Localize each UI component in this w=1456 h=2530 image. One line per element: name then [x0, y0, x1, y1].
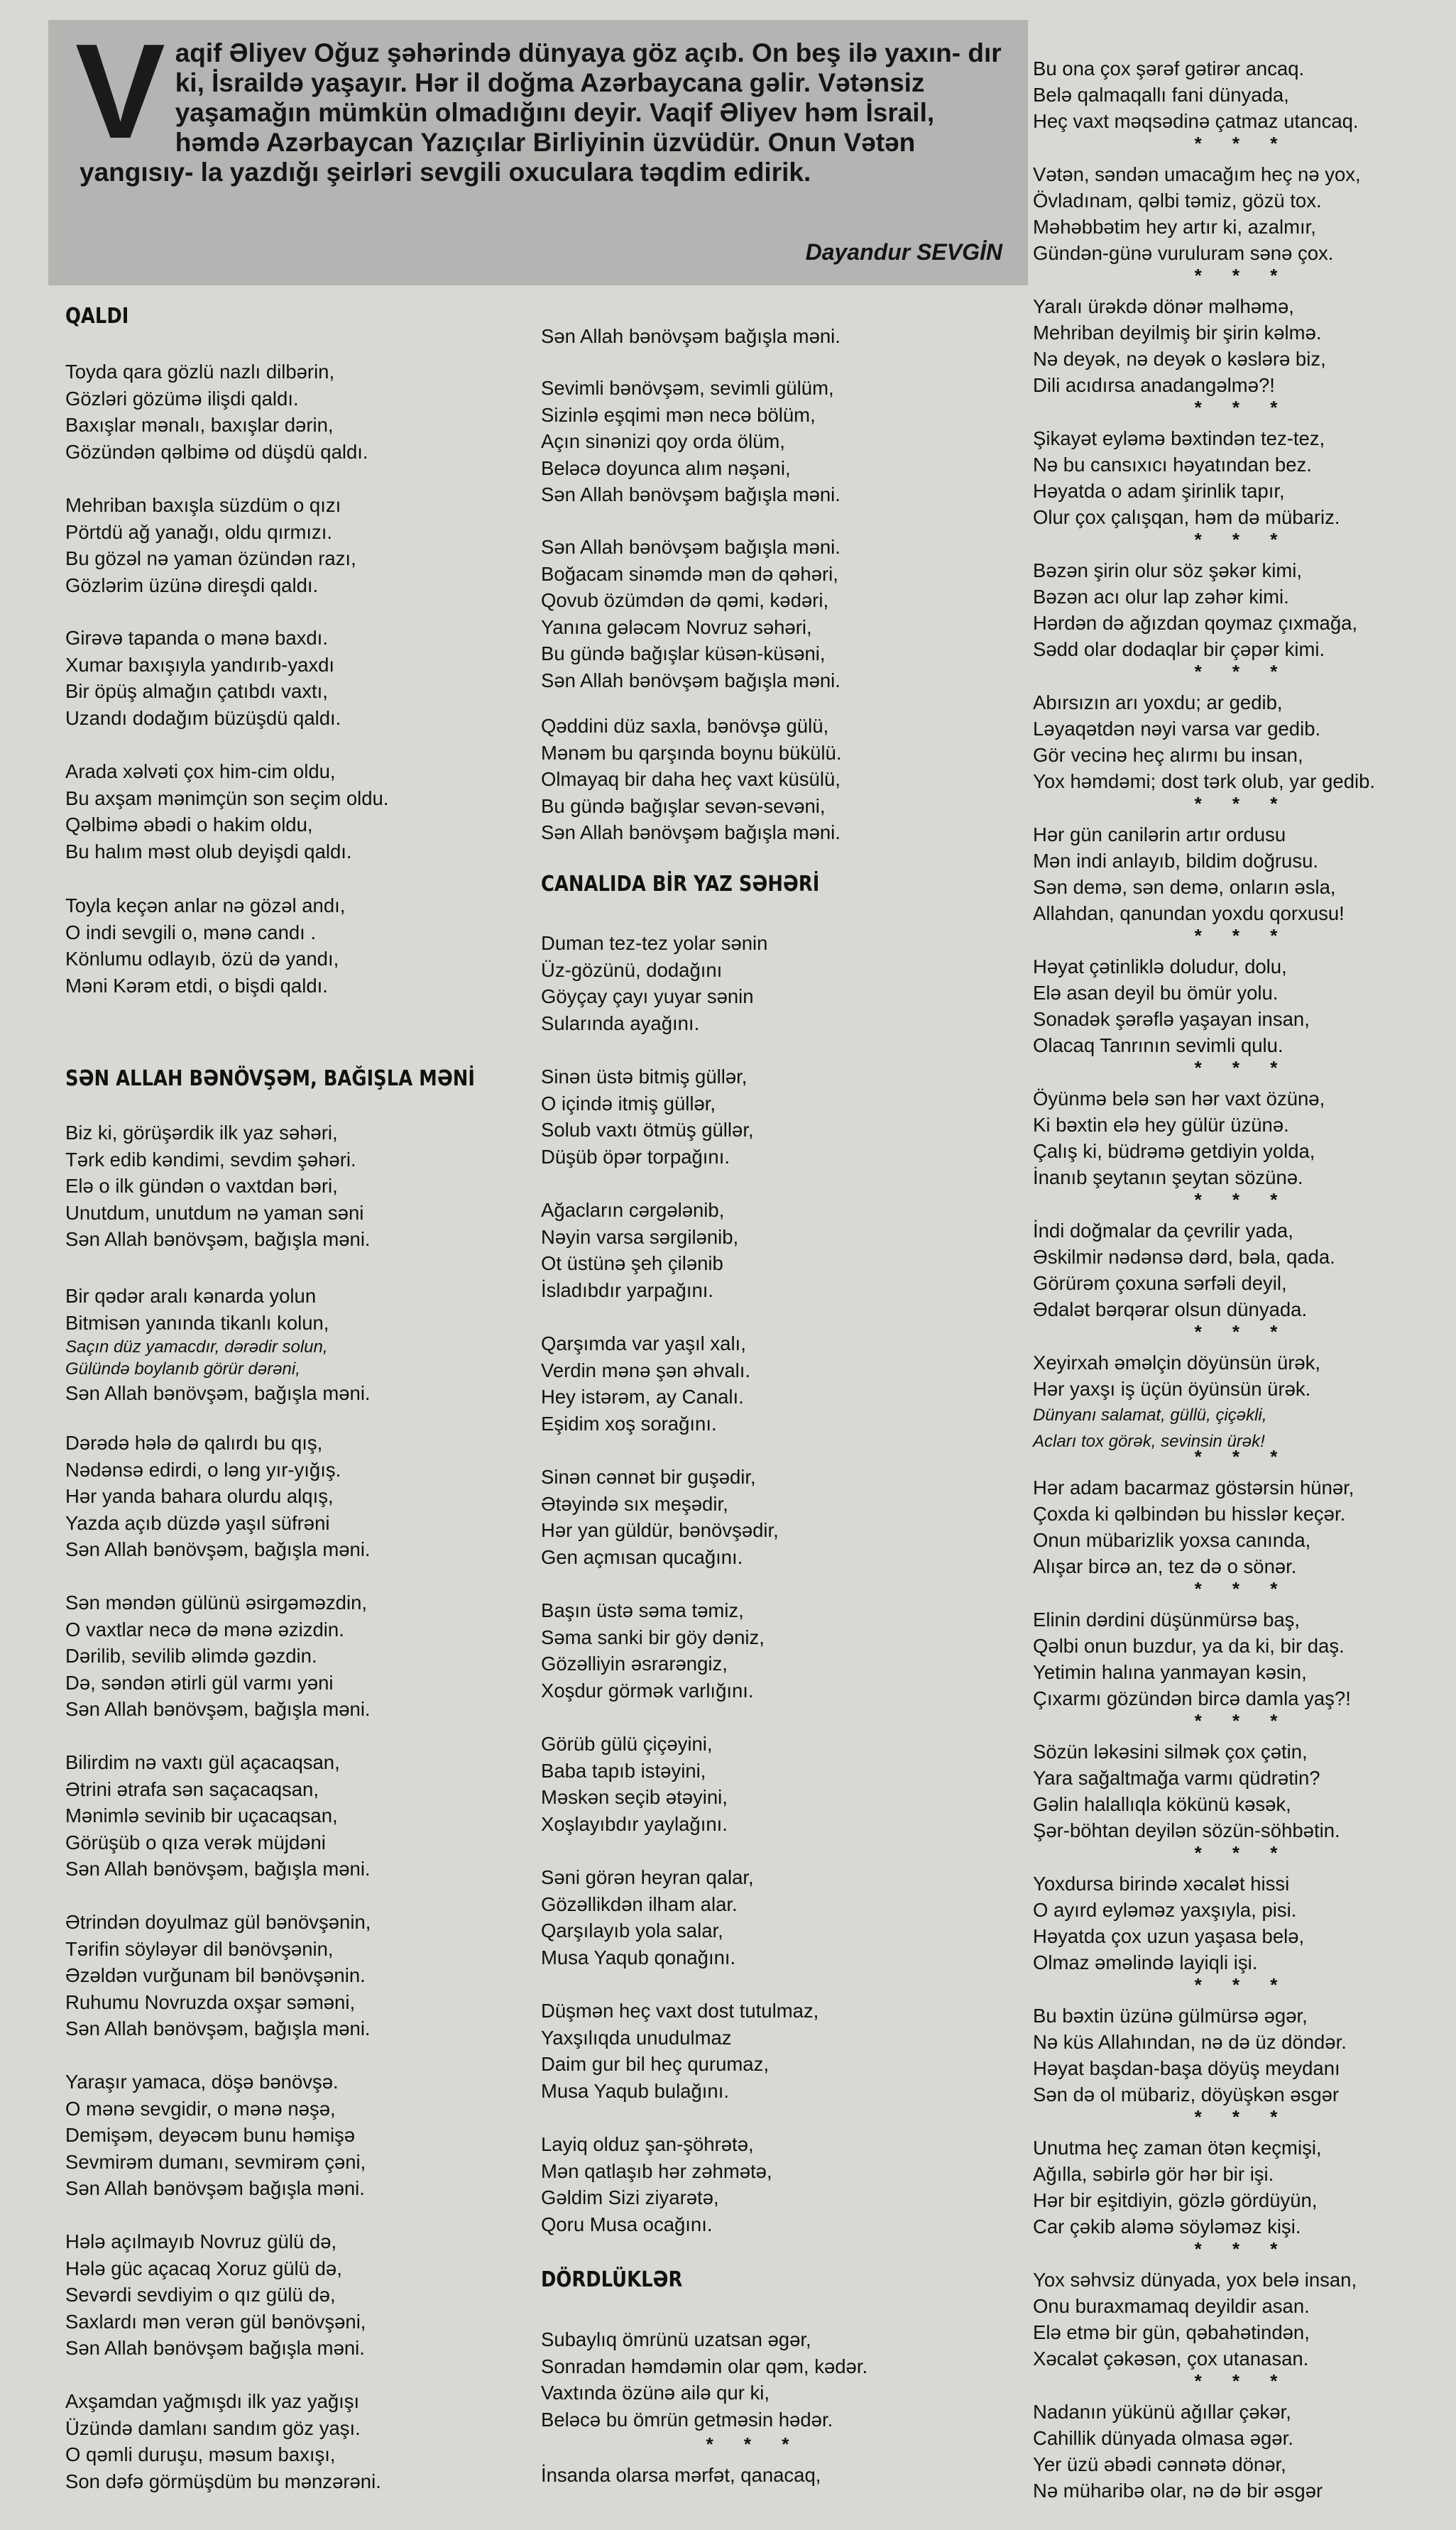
verse-line: Düşmən heç vaxt dost tutulmaz,: [541, 2000, 819, 2022]
verse-line: Verdin mənə şən əhvalı.: [541, 1359, 751, 1381]
verse-line: Nə müharibə olar, nə də bir əsgər: [1033, 2480, 1323, 2502]
verse-line: O indi sevgili o, mənə candı .: [65, 921, 317, 943]
verse-line: Sədd olar dodaqlar bir çəpər kimi.: [1033, 638, 1325, 660]
stanza: [65, 2388, 381, 2495]
verse-line: Başın üstə səma təmiz,: [541, 1599, 744, 1621]
verse-line: Sularında ayağını.: [541, 1012, 700, 1034]
verse-line: Yer üzü əbədi cənnətə dönər,: [1033, 2453, 1286, 2475]
verse-line: İnsanda olarsa mərfət, qanacaq,: [541, 2464, 821, 2486]
stanza: [1033, 425, 1340, 530]
verse-line: Üz-gözünü, dodağını: [541, 958, 723, 981]
stanza: [541, 2131, 772, 2238]
poem-title: CANALIDA BİR YAZ SƏHƏRİ: [541, 872, 820, 897]
verse-line: Gen açmısan qucağını.: [541, 1545, 743, 1568]
verse-line: Ot üstünə şeh çilənib: [541, 1252, 723, 1274]
verse-line: Gülündə boylanıb görür dərəni,: [65, 1359, 300, 1379]
verse-line: Yanına gələcəm Novruz səhəri,: [541, 615, 812, 638]
stanza: [541, 713, 841, 846]
verse-line: Car çəkib aləmə söyləməz kişi.: [1033, 2216, 1301, 2238]
verse-line: Çıxarmı gözündən bircə damla yaş?!: [1033, 1687, 1351, 1709]
stanza-separator: * * *: [1194, 661, 1291, 682]
stanza-separator: * * *: [1194, 1974, 1291, 1995]
verse-line: Hərdən də ağızdan qoymaz çıxmağa,: [1033, 612, 1358, 634]
stanza: [65, 1909, 371, 2042]
verse-line: Bu axşam mənimçün son seçim oldu.: [65, 787, 389, 809]
verse-line: Qovub özümdən də qəmi, kədəri,: [541, 589, 829, 611]
verse-line: Sən Allah bənövşəm bağışla məni.: [541, 669, 841, 691]
verse-line: Vətən, səndən umacağım heç nə yox,: [1033, 163, 1361, 185]
verse-line: Hələ güc açacaq Xoruz gülü də,: [65, 2257, 342, 2279]
verse-line: Də, səndən ətirli gül varmı yəni: [65, 1671, 334, 1694]
stanza-separator: * * *: [1194, 1446, 1291, 1467]
verse-line: Könlumu odlayıb, özü də yandı,: [65, 948, 339, 970]
verse-line: Mehriban deyilmiş bir şirin kəlmə.: [1033, 322, 1322, 344]
verse-line: Gözlərim üzünə direşdi qaldı.: [65, 574, 319, 596]
poem-title: QALDI: [65, 304, 129, 329]
verse-line: Hər yaxşı iş üçün öyünsün ürək.: [1033, 1378, 1311, 1400]
verse-line: Nəyin varsa sərgilənib,: [541, 1225, 739, 1248]
verse-line: Xoşlayıbdır yaylağını.: [541, 1812, 728, 1835]
verse-line: Səni görən heyran qalar,: [541, 1866, 754, 1888]
stanza: [1033, 689, 1375, 794]
stanza: [541, 1864, 754, 1971]
verse-line: Alışar bircə an, tez də o sönər.: [1033, 1555, 1297, 1577]
verse-line: Sözün ləkəsini silmək çox çətin,: [1033, 1741, 1308, 1763]
verse-line: Toyda qara gözlü nazlı dilbərin,: [65, 361, 335, 383]
verse-line: Saçın düz yamacdır, dərədir solun,: [65, 1337, 328, 1357]
stanza: [1033, 2399, 1323, 2504]
verse-line: Girəvə tapanda o mənə baxdı.: [65, 627, 328, 649]
stanza: [65, 758, 388, 865]
verse-line: Sən Allah bənövşəm bağışla məni.: [65, 2177, 365, 2199]
stanza: [1033, 1474, 1354, 1579]
verse-line: Görüşüb o qıza verək müjdəni: [65, 1831, 326, 1853]
verse-line: Şər-böhtan deyilən sözün-söhbətin.: [1033, 1819, 1340, 1841]
verse-line: Hər yanda bahara olurdu alqış,: [65, 1485, 334, 1507]
verse-line: Məni Kərəm etdi, o bişdi qaldı.: [65, 974, 328, 997]
verse-line: Sən Allah bənövşəm, bağışla məni.: [65, 1228, 371, 1250]
stanza: [1033, 55, 1359, 134]
verse-line: Xeyirxah əməlçin döyünsün ürək,: [1033, 1352, 1321, 1374]
verse-line: Subaylıq ömrünü uzatsan əgər,: [541, 2328, 811, 2350]
verse-line: Sevmirəm dumanı, sevmirəm çəni,: [65, 2150, 366, 2173]
verse-line: Yaraşır yamaca, döşə bənövşə.: [65, 2071, 339, 2093]
stanza: [1033, 1217, 1335, 1322]
stanza: [1033, 557, 1357, 662]
verse-line: Sinən cənnət bir guşədir,: [541, 1466, 756, 1488]
verse-line: Ruhumu Novruzda oxşar səməni,: [65, 1990, 356, 2013]
stanza: [65, 892, 345, 999]
verse-line: Qəlbimə əbədi o hakim oldu,: [65, 814, 313, 836]
stanza-separator: * * *: [1194, 1057, 1291, 1078]
verse-line: Arada xəlvəti çox him-cim oldu,: [65, 760, 336, 782]
verse-line: Onu buraxmamaq deyildir asan.: [1033, 2295, 1310, 2317]
stanza: [1033, 1606, 1351, 1712]
verse-line: Gözəlliyin əsrarəngiz,: [541, 1653, 728, 1675]
verse-line: Duman tez-tez yolar sənin: [541, 932, 768, 954]
verse-line: O qəmli duruşu, məsum baxışı,: [65, 2443, 336, 2465]
verse-line: Düşüb öpər torpağını.: [541, 1145, 730, 1168]
stanza: [1033, 821, 1345, 926]
verse-line: Yox səhvsiz dünyada, yox belə insan,: [1033, 2269, 1357, 2291]
verse-line: Ləyaqətdən nəyi varsa var gedib.: [1033, 718, 1321, 740]
verse-line: Dərədə hələ də qalırdı bu qış,: [65, 1432, 323, 1454]
verse-line: Xoşdur görmək varlığını.: [541, 1679, 754, 1702]
stanza: [65, 2069, 366, 2202]
verse-line: Ki bəxtin elə hey gülür üzünə.: [1033, 1114, 1289, 1136]
verse-line: Yetimin halına yanmayan kəsin,: [1033, 1661, 1307, 1683]
stanza: [541, 375, 841, 508]
verse-line: Sizinlə eşqimi mən necə bölüm,: [541, 403, 816, 426]
verse-line: Tərk edib kəndimi, sevdim şəhəri.: [65, 1148, 356, 1171]
stanza: [1033, 2267, 1357, 2372]
stanza: [541, 1464, 779, 1570]
verse-line: Cahillik dünyada olmasa əgər.: [1033, 2427, 1293, 2449]
stanza-separator: * * *: [1194, 1321, 1291, 1342]
verse-line: Şikayət eyləmə bəxtindən tez-tez,: [1033, 427, 1325, 449]
verse-line: Ağacların cərgələnib,: [541, 1199, 725, 1221]
stanza-separator: * * *: [1194, 133, 1291, 154]
stanza: [1033, 161, 1361, 266]
verse-line: Yazda açıb düzdə yaşıl süfrəni: [65, 1511, 330, 1534]
verse-line: Görürəm çoxuna sərfəli deyil,: [1033, 1272, 1287, 1294]
stanza-separator: * * *: [1194, 529, 1291, 550]
verse-line: Ətrindən doyulmaz gül bənövşənin,: [65, 1911, 371, 1933]
verse-line: Bu ona çox şərəf gətirər ancaq.: [1033, 58, 1305, 80]
verse-line: Bu gündə bağışlar sevən-sevəni,: [541, 794, 826, 817]
verse-line: Ədalət bərqərar olsun dünyada.: [1033, 1298, 1308, 1320]
verse-line: Çoxda ki qəlbindən bu hisslər keçər.: [1033, 1503, 1346, 1525]
verse-line: Açın sinənizi qoy orda ölüm,: [541, 430, 785, 452]
verse-line: Qoru Musa ocağını.: [541, 2213, 713, 2235]
stanza-separator: * * *: [1194, 265, 1291, 286]
verse-line: Belə qalmaqallı fani dünyada,: [1033, 84, 1289, 106]
stanza: [541, 1063, 754, 1170]
verse-line: Həyat çətinliklə doludur, dolu,: [1033, 955, 1287, 978]
verse-line: Gündən-günə vuruluram sənə çox.: [1033, 242, 1334, 264]
verse-line: Gözləri gözümə ilişdi qaldı.: [65, 387, 299, 410]
verse-line: O içində itmiş güllər,: [541, 1092, 716, 1115]
verse-line: Sonadək şərəflə yaşayan insan,: [1033, 1008, 1310, 1030]
stanza: [65, 2228, 366, 2362]
verse-line: Nə deyək, nə deyək o kəslərə biz,: [1033, 348, 1326, 370]
verse-line: Baba tapıb istəyini,: [541, 1759, 706, 1782]
verse-line: Unutma heç zaman ötən keçmişi,: [1033, 2137, 1322, 2159]
verse-line: Gör vecinə heç alırmı bu insan,: [1033, 744, 1303, 766]
verse-line: Qəlbi onun buzdur, ya da ki, bir daş.: [1033, 1635, 1345, 1657]
verse-line: Hər adam bacarmaz göstərsin hünər,: [1033, 1477, 1354, 1499]
verse-line: Öyünmə belə sən hər vaxt özünə,: [1033, 1088, 1325, 1110]
stanza-separator: * * *: [706, 2433, 802, 2455]
verse-line: Əskilmir nədənsə dərd, bəla, qada.: [1033, 1246, 1335, 1268]
stanza-separator: * * *: [1194, 1842, 1291, 1863]
stanza: [1033, 953, 1310, 1058]
verse-line: Ətəyində sıx meşədir,: [541, 1492, 728, 1515]
verse-line: İndi doğmalar da çevrilir yada,: [1033, 1220, 1293, 1242]
verse-line: Qarşımda var yaşıl xalı,: [541, 1332, 746, 1354]
verse-line: Əzəldən vurğunam bil bənövşənin.: [65, 1964, 366, 1986]
verse-line: Mən indi anlayıb, bildim doğrusu.: [1033, 850, 1319, 872]
verse-line: Pörtdü ağ yanağı, oldu qırmızı.: [65, 520, 333, 543]
verse-line: Sən Allah bənövşəm bağışla məni.: [541, 536, 841, 558]
verse-line: Musa Yaqub qonağını.: [541, 1946, 736, 1968]
verse-line: Tərifin söyləyər dil bənövşənin,: [65, 1937, 334, 1960]
verse-line: Sən Allah bənövşəm bağışla məni.: [541, 325, 841, 347]
verse-line: Elə o ilk gündən o vaxtdan bəri,: [65, 1175, 338, 1197]
verse-line: O mənə sevgidir, o mənə nəşə,: [65, 2097, 336, 2120]
verse-line: Övladınam, qəlbi təmiz, gözü tox.: [1033, 190, 1322, 212]
stanza: [541, 930, 767, 1036]
verse-line: Mənimlə sevinib bir uçacaqsan,: [65, 1805, 338, 1827]
verse-line: Məskən seçib ətəyini,: [541, 1786, 728, 1808]
stanza-separator: * * *: [1194, 2106, 1291, 2128]
verse-line: Sən məndən gülünü əsirgəməzdin,: [65, 1592, 368, 1614]
stanza: [1033, 1738, 1340, 1844]
verse-line: Layiq olduz şan-şöhrətə,: [541, 2133, 754, 2155]
intro-author: Dayandur SEVGİN: [805, 239, 1002, 265]
verse-line: Ətrini ətrafa sən saçacaqsan,: [65, 1778, 319, 1800]
verse-line: Boğacam sinəmdə mən də qəhəri,: [541, 562, 838, 585]
verse-line: Elə asan deyil bu ömür yolu.: [1033, 982, 1279, 1004]
verse-line: Xumar baxışıyla yandırıb-yaxdı: [65, 653, 335, 676]
stanza-separator: * * *: [1194, 925, 1291, 946]
verse-line: Üzündə damlanı sandım göz yaşı.: [65, 2416, 361, 2439]
verse-line: Nədənsə edirdi, o ləng yır-yığış.: [65, 1458, 341, 1481]
verse-line: İsladıbdır yarpağını.: [541, 1278, 714, 1301]
stanza: [541, 534, 841, 694]
verse-line: Yox həmdəmi; dost tərk olub, yar gedib.: [1033, 770, 1376, 792]
verse-line: O ayırd eyləməz yaxşıyla, pisi.: [1033, 1899, 1297, 1921]
verse-line: Hələ açılmayıb Novruz gülü də,: [65, 2230, 337, 2252]
verse-line: Bu bəxtin üzünə gülmürsə əgər,: [1033, 2005, 1308, 2027]
stanza-separator: * * *: [1194, 1578, 1291, 1599]
verse-line: Xəcalət çəkəsən, çox utanasan.: [1033, 2348, 1309, 2370]
verse-line: Nə küs Allahından, nə də üz döndər.: [1033, 2031, 1347, 2053]
stanza: [541, 2462, 821, 2489]
verse-line: Mən qatlaşıb hər zəhmətə,: [541, 2159, 772, 2182]
verse-line: Son dəfə görmüşdüm bu mənzərəni.: [65, 2470, 381, 2492]
intro-box: [48, 16, 1028, 285]
verse-line: Olacaq Tanrının sevimli qulu.: [1033, 1034, 1283, 1056]
verse-line: Görüb gülü çiçəyini,: [541, 1733, 713, 1755]
verse-line: Hey istərəm, ay Canalı.: [541, 1386, 744, 1408]
verse-line: Solub vaxtı ötmüş güllər,: [541, 1119, 754, 1141]
verse-line: Baxışlar mənalı, baxışlar dərin,: [65, 414, 334, 436]
verse-line: Bəzən acı olur lap zəhər kimi.: [1033, 586, 1289, 608]
verse-line: Mənəm bu qarşında boynu bükülü.: [541, 741, 842, 764]
verse-line: Elinin dərdini düşünmürsə baş,: [1033, 1609, 1301, 1631]
verse-line: Gəldim Sizi ziyarətə,: [541, 2186, 719, 2208]
stanza: [541, 1998, 819, 2104]
stanza-separator: * * *: [1194, 2370, 1291, 2392]
verse-line: Nadanın yükünü ağıllar çəkər,: [1033, 2401, 1291, 2423]
verse-line: Olur çox çalışqan, həm də mübariz.: [1033, 506, 1340, 528]
verse-line: Göyçay çayı yuyar sənin: [541, 985, 754, 1007]
verse-line: Hər bir eşitdiyin, gözlə gördüyün,: [1033, 2189, 1318, 2211]
verse-line: Gözəllikdən ilham alar.: [541, 1893, 738, 1915]
verse-line: Eşidim xoş sorağını.: [541, 1412, 717, 1435]
verse-line: Bir qədər aralı kənarda yolun: [65, 1285, 317, 1307]
stanza: [1033, 2135, 1322, 2240]
verse-line: Bu gözəl nə yaman özündən razı,: [65, 547, 356, 569]
stanza: [1033, 1085, 1325, 1190]
verse-line: Sən Allah bənövşəm, bağışla məni.: [65, 1698, 371, 1720]
verse-line: Olmayaq bir daha heç vaxt küsülü,: [541, 768, 841, 790]
verse-line: Beləcə bu ömrün getməsin hədər.: [541, 2408, 833, 2431]
stanza-separator: * * *: [1194, 2238, 1291, 2260]
verse-line: Musa Yaqub bulağını.: [541, 2079, 730, 2102]
stanza: [65, 1749, 371, 1883]
stanza: [541, 323, 841, 350]
verse-line: Sonradan həmdəmin olar qəm, kədər.: [541, 2355, 868, 2377]
stanza: [1033, 293, 1326, 398]
verse-line: Yaxşılıqda unudulmaz: [541, 2026, 732, 2049]
verse-line: Qəddini düz saxla, bənövşə gülü,: [541, 715, 829, 737]
verse-line: Dili acıdırsa anadangəlmə?!: [1033, 374, 1275, 396]
stanza: [1033, 1871, 1304, 1976]
verse-line: Sən Allah bənövşəm bağışla məni.: [65, 2337, 365, 2359]
verse-line: Sən Allah bənövşəm, bağışla məni.: [65, 1538, 371, 1560]
verse-line: Nə bu cansıxıcı həyatından bez.: [1033, 454, 1312, 476]
stanza: [65, 358, 368, 465]
verse-line: Heç vaxt məqsədinə çatmaz utancaq.: [1033, 110, 1359, 132]
verse-line: Qarşılayıb yola salar,: [541, 1920, 723, 1942]
verse-line: Sən Allah bənövşəm, bağışla məni.: [65, 1858, 371, 1880]
stanza: [541, 1330, 750, 1437]
verse-line: Bu halım məst olub deyişdi qaldı.: [65, 840, 352, 862]
verse-line: Mehriban baxışla süzdüm o qızı: [65, 494, 341, 516]
verse-line: Sinən üstə bitmiş güllər,: [541, 1066, 748, 1088]
verse-line: Sən Allah bənövşəm bağışla məni.: [541, 483, 841, 505]
verse-line: Elə etmə bir gün, qəbahətindən,: [1033, 2321, 1310, 2343]
verse-line: Dərilib, sevilib əlimdə gəzdin.: [65, 1645, 317, 1667]
stanza: [65, 1119, 371, 1253]
verse-line: Onun mübarizlik yoxsa canında,: [1033, 1529, 1311, 1551]
verse-line: Sən də ol mübariz, döyüşkən əsgər: [1033, 2083, 1340, 2105]
verse-line: Daim gur bil heç qurumaz,: [541, 2053, 769, 2075]
verse-line: Toyla keçən anlar nə gözəl andı,: [65, 894, 346, 916]
verse-line: Sən Allah bənövşəm, bağışla məni.: [65, 1382, 371, 1404]
verse-line: Bilirdim nə vaxtı gül açacaqsan,: [65, 1751, 340, 1773]
stanza: [65, 1430, 371, 1563]
stanza: [541, 1731, 728, 1837]
stanza: [541, 2326, 867, 2433]
verse-line: Həyatda o adam şirinlik tapır,: [1033, 480, 1285, 502]
verse-line: Sevərdi sevdiyim o qız gülü də,: [65, 2284, 336, 2306]
drop-cap: V: [75, 16, 165, 167]
verse-line: Abırsızın arı yoxdu; ar gedib,: [1033, 691, 1283, 713]
verse-line: Beləcə doyunca alım nəşəni,: [541, 456, 791, 479]
verse-line: İnanıb şeytanın şeytan sözünə.: [1033, 1166, 1303, 1188]
verse-line: Bir öpüş almağın çatıbdı vaxtı,: [65, 680, 328, 702]
verse-line: Bu gündə bağışlar küsən-küsəni,: [541, 642, 826, 664]
verse-line: Sən Allah bənövşəm bağışla məni.: [541, 821, 841, 843]
stanza: [65, 1283, 371, 1407]
verse-line: Bəzən şirin olur söz şəkər kimi,: [1033, 559, 1303, 581]
verse-line: Hər gün canilərin artır ordusu: [1033, 823, 1286, 845]
verse-line: Sən demə, sən demə, onların əsla,: [1033, 876, 1336, 898]
verse-line: Gözündən qəlbimə od düşdü qaldı.: [65, 440, 368, 463]
stanza-separator: * * *: [1194, 1710, 1291, 1731]
verse-line: Həyat başdan-başa döyüş meydanı: [1033, 2057, 1340, 2079]
verse-line: Yara sağaltmağa varmı qüdrətin?: [1033, 1767, 1320, 1789]
verse-line: Həyatda çox uzun yaşasa belə,: [1033, 1925, 1305, 1947]
verse-line: Saxlardı mən verən gül bənövşəni,: [65, 2310, 366, 2333]
verse-line: O vaxtlar necə də mənə əzizdin.: [65, 1618, 344, 1641]
stanza: [541, 1197, 738, 1303]
verse-line: Çalış ki, büdrəmə getdiyin yolda,: [1033, 1140, 1315, 1162]
stanza-separator: * * *: [1194, 397, 1291, 418]
poem-title: SƏN ALLAH BƏNÖVŞƏM, BAĞIŞLA MƏNİ: [65, 1066, 475, 1091]
verse-line: Acları tox görək, sevinsin ürək!: [1033, 1432, 1265, 1451]
verse-line: Bitmisən yanında tikanlı kolun,: [65, 1311, 329, 1334]
verse-line: Olmaz əməlində layiqli işi.: [1033, 1951, 1258, 1973]
stanza: [65, 625, 341, 731]
verse-line: Hər yan güldür, bənövşədir,: [541, 1519, 779, 1541]
verse-line: Yoxdursa birində xəcalət hissi: [1033, 1873, 1290, 1895]
verse-line: Axşamdan yağmışdı ilk yaz yağışı: [65, 2390, 360, 2412]
verse-line: Sən Allah bənövşəm, bağışla məni.: [65, 2017, 371, 2039]
stanza: [65, 492, 356, 598]
verse-line: Sevimli bənövşəm, sevimli gülüm,: [541, 377, 834, 399]
stanza: [1033, 1349, 1320, 1455]
verse-line: Məhəbbətim hey artır ki, azalmır,: [1033, 216, 1316, 238]
stanza-separator: * * *: [1194, 1189, 1291, 1210]
verse-line: Unutdum, unutdum nə yaman səni: [65, 1201, 364, 1224]
stanza: [541, 1597, 765, 1704]
verse-line: Demişəm, deyəcəm bunu həmişə: [65, 2124, 356, 2146]
stanza: [65, 1589, 371, 1723]
verse-line: Biz ki, görüşərdik ilk yaz səhəri,: [65, 1122, 338, 1144]
verse-line: Uzandı dodağım büzüşdü qaldı.: [65, 706, 341, 729]
stanza: [1033, 2003, 1347, 2108]
verse-line: Yaralı ürəkdə dönər məlhəmə,: [1033, 295, 1294, 317]
verse-line: Vaxtında özünə ailə qur ki,: [541, 2382, 770, 2404]
poem-title: DÖRDLÜKLƏR: [541, 2267, 683, 2292]
verse-line: Allahdan, qanundan yoxdu qorxusu!: [1033, 902, 1345, 924]
verse-line: Səma sanki bir göy dəniz,: [541, 1626, 765, 1648]
stanza-separator: * * *: [1194, 793, 1291, 814]
verse-line: Dünyanı salamat, güllü, çiçəkli,: [1033, 1406, 1267, 1425]
intro-text: aqif Əliyev Oğuz şəhərində dünyaya göz açıb. On beş ilə yaxın- dır ki, İsraildə yaşayır. Hər il doğma Azərbaycana gəlir. Vətənsiz yaşamağın mümkün olmadığını deyir. Vaqif Əliyev həm İsrail, həmdə Azərbaycan Yazıçılar Birliyinin üzvüdür. Onun Vətən yangısıy- la yazdığı şeirləri sevgili oxuculara təqdim edirik.: [80, 38, 1002, 187]
verse-line: Ağılla, səbirlə gör hər bir işi.: [1033, 2163, 1274, 2185]
verse-line: Gəlin halallıqla kökünü kəsək,: [1033, 1793, 1291, 1815]
